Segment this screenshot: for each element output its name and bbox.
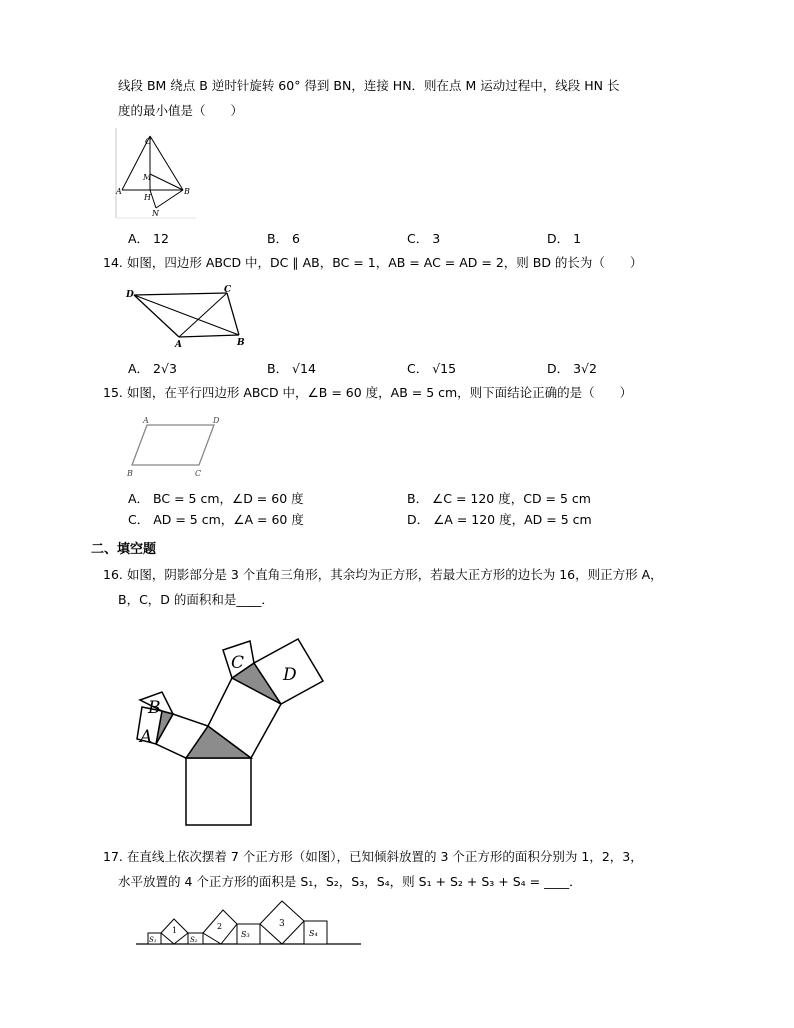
q14-option-d: D． 3√2: [547, 361, 597, 376]
q17-label-1: 1: [172, 926, 178, 935]
q14-option-c: C． √15: [407, 361, 457, 376]
q14-label-a: A: [175, 340, 182, 350]
q14-figure: [124, 285, 254, 350]
q15-option-b: B． ∠C = 120 度，CD = 5 cm: [407, 491, 591, 506]
q16-text-line1: 16. 如图，阴影部分是 3 个直角三角形，其余均为正方形，若最大正方形的边长为 16，则正方形 A，: [103, 567, 663, 582]
q16-figure: [130, 636, 330, 831]
q14-label-d: D: [126, 290, 134, 300]
q13-label-n: N: [152, 209, 159, 218]
q15-label-d: D: [213, 416, 220, 425]
q13-text-line1: 线段 BM 绕点 B 逆时针旋转 60° 得到 BN，连接 HN．则在点 M 运动过程中，线段 HN 长: [118, 78, 620, 93]
q14-stem: 14. 如图，四边形 ABCD 中，DC ∥ AB，BC = 1，AB = AC = AD = 2，则 BD 的长为（ ）: [103, 255, 643, 270]
q16-text-line2: B，C，D 的面积和是____．: [118, 592, 274, 607]
q13-option-d: D． 1: [547, 231, 582, 246]
q14-label-b: B: [237, 338, 245, 348]
q17-label-s2: S₂: [190, 936, 198, 944]
q16-label-b: B: [148, 698, 161, 718]
q13-label-b: B: [184, 187, 190, 196]
q15-label-b: B: [127, 469, 133, 478]
q17-figure: [136, 898, 362, 948]
q17-label-s1: S₁: [149, 936, 157, 944]
q13-text-line2: 度的最小值是（ ）: [118, 103, 244, 118]
q16-label-a: A: [140, 727, 153, 747]
q13-option-a: A． 12: [128, 231, 169, 246]
q17-label-s3: S₃: [241, 930, 250, 939]
q15-option-d: D． ∠A = 120 度，AD = 5 cm: [407, 512, 592, 527]
section-title-fill-in: 二、填空题: [91, 542, 157, 557]
q14-option-a: A． 2√3: [128, 361, 177, 376]
q13-label-m: M: [143, 173, 152, 182]
q16-label-c: C: [231, 653, 245, 673]
q16-label-d: D: [283, 665, 297, 685]
q15-option-c: C． AD = 5 cm，∠A = 60 度: [128, 512, 304, 527]
q13-label-h: H: [144, 193, 151, 202]
q13-option-c: C． 3: [407, 231, 441, 246]
q17-text-line1: 17. 在直线上依次摆着 7 个正方形（如图），已知倾斜放置的 3 个正方形的面积分别为 1，2，3，: [103, 849, 643, 864]
q15-label-c: C: [195, 469, 202, 478]
q15-label-a: A: [143, 416, 149, 425]
q13-figure: [116, 128, 196, 223]
q17-label-2: 2: [217, 922, 223, 931]
q17-text-line2: 水平放置的 4 个正方形的面积是 S₁，S₂，S₃，S₄，则 S₁ + S₂ + S₃ + S₄ = ____．: [118, 874, 582, 889]
q14-label-c: C: [224, 285, 232, 295]
q15-figure: [124, 413, 224, 481]
q17-label-s4: S₄: [309, 929, 318, 938]
q13-label-c: C: [145, 137, 152, 146]
q13-option-b: B． 6: [267, 231, 301, 246]
q15-option-a: A． BC = 5 cm，∠D = 60 度: [128, 491, 304, 506]
q17-label-3: 3: [279, 919, 285, 929]
q15-stem: 15. 如图，在平行四边形 ABCD 中，∠B = 60 度，AB = 5 cm，则下面结论正确的是（ ）: [103, 385, 633, 400]
q13-label-a: A: [116, 187, 122, 196]
q14-option-b: B． √14: [267, 361, 316, 376]
